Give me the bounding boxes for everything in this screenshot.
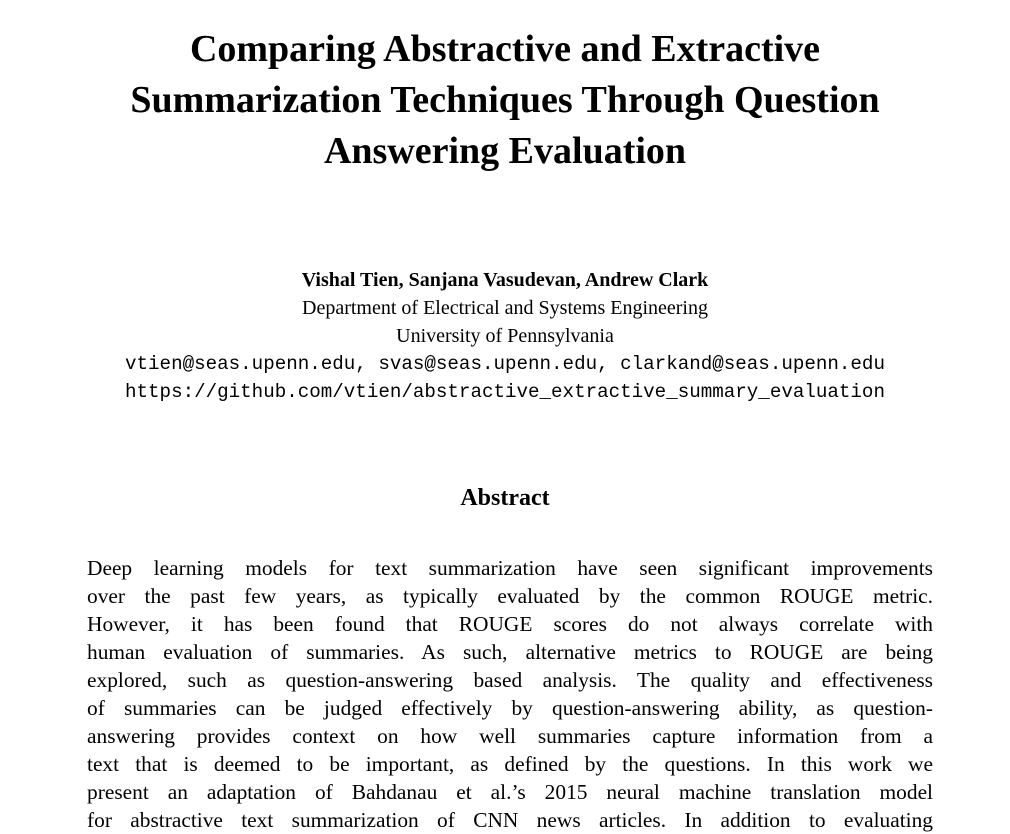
abstract-line: However, it has been found that ROUGE scores do not always correlate with — [87, 612, 933, 636]
abstract-line: Deep learning models for text summarization have seen significant improvements — [87, 556, 933, 580]
title-line: Answering Evaluation — [323, 130, 687, 172]
abstract-line: over the past few years, as typically evaluated by the common ROUGE metric. — [87, 584, 933, 608]
repository-url: https://github.com/vtien/abstractive_extractive_summary_evaluation — [125, 381, 885, 403]
paper-title — [0, 24, 1010, 177]
department: Department of Electrical and Systems Engineering — [302, 297, 708, 319]
university: University of Pennsylvania — [396, 325, 614, 347]
author-block — [0, 266, 1010, 406]
author-emails: vtien@seas.upenn.edu, svas@seas.upenn.edu, clarkand@seas.upenn.edu — [125, 353, 885, 375]
abstract-line: human evaluation of summaries. As such, alternative metrics to ROUGE are being — [87, 640, 933, 664]
abstract-line: answering provides context on how well summaries capture information from a — [87, 724, 933, 748]
abstract-line: text that is deemed to be important, as defined by the questions. In this work we — [87, 752, 933, 776]
abstract-line: for abstractive text summarization of CNN news articles. In addition to evaluating — [87, 808, 933, 832]
title-line: Summarization Techniques Through Question — [130, 79, 880, 121]
abstract-line: of summaries can be judged effectively by question-answering ability, as question- — [87, 696, 933, 720]
title-line: Comparing Abstractive and Extractive — [189, 28, 821, 70]
abstract-line: present an adaptation of Bahdanau et al.’s 2015 neural machine translation model — [87, 780, 933, 804]
abstract-text — [87, 554, 933, 834]
abstract-line: explored, such as question-answering based analysis. The quality and effectiveness — [87, 668, 933, 692]
abstract-heading: Abstract — [460, 485, 550, 511]
author-names: Vishal Tien, Sanjana Vasudevan, Andrew Clark — [301, 269, 709, 291]
